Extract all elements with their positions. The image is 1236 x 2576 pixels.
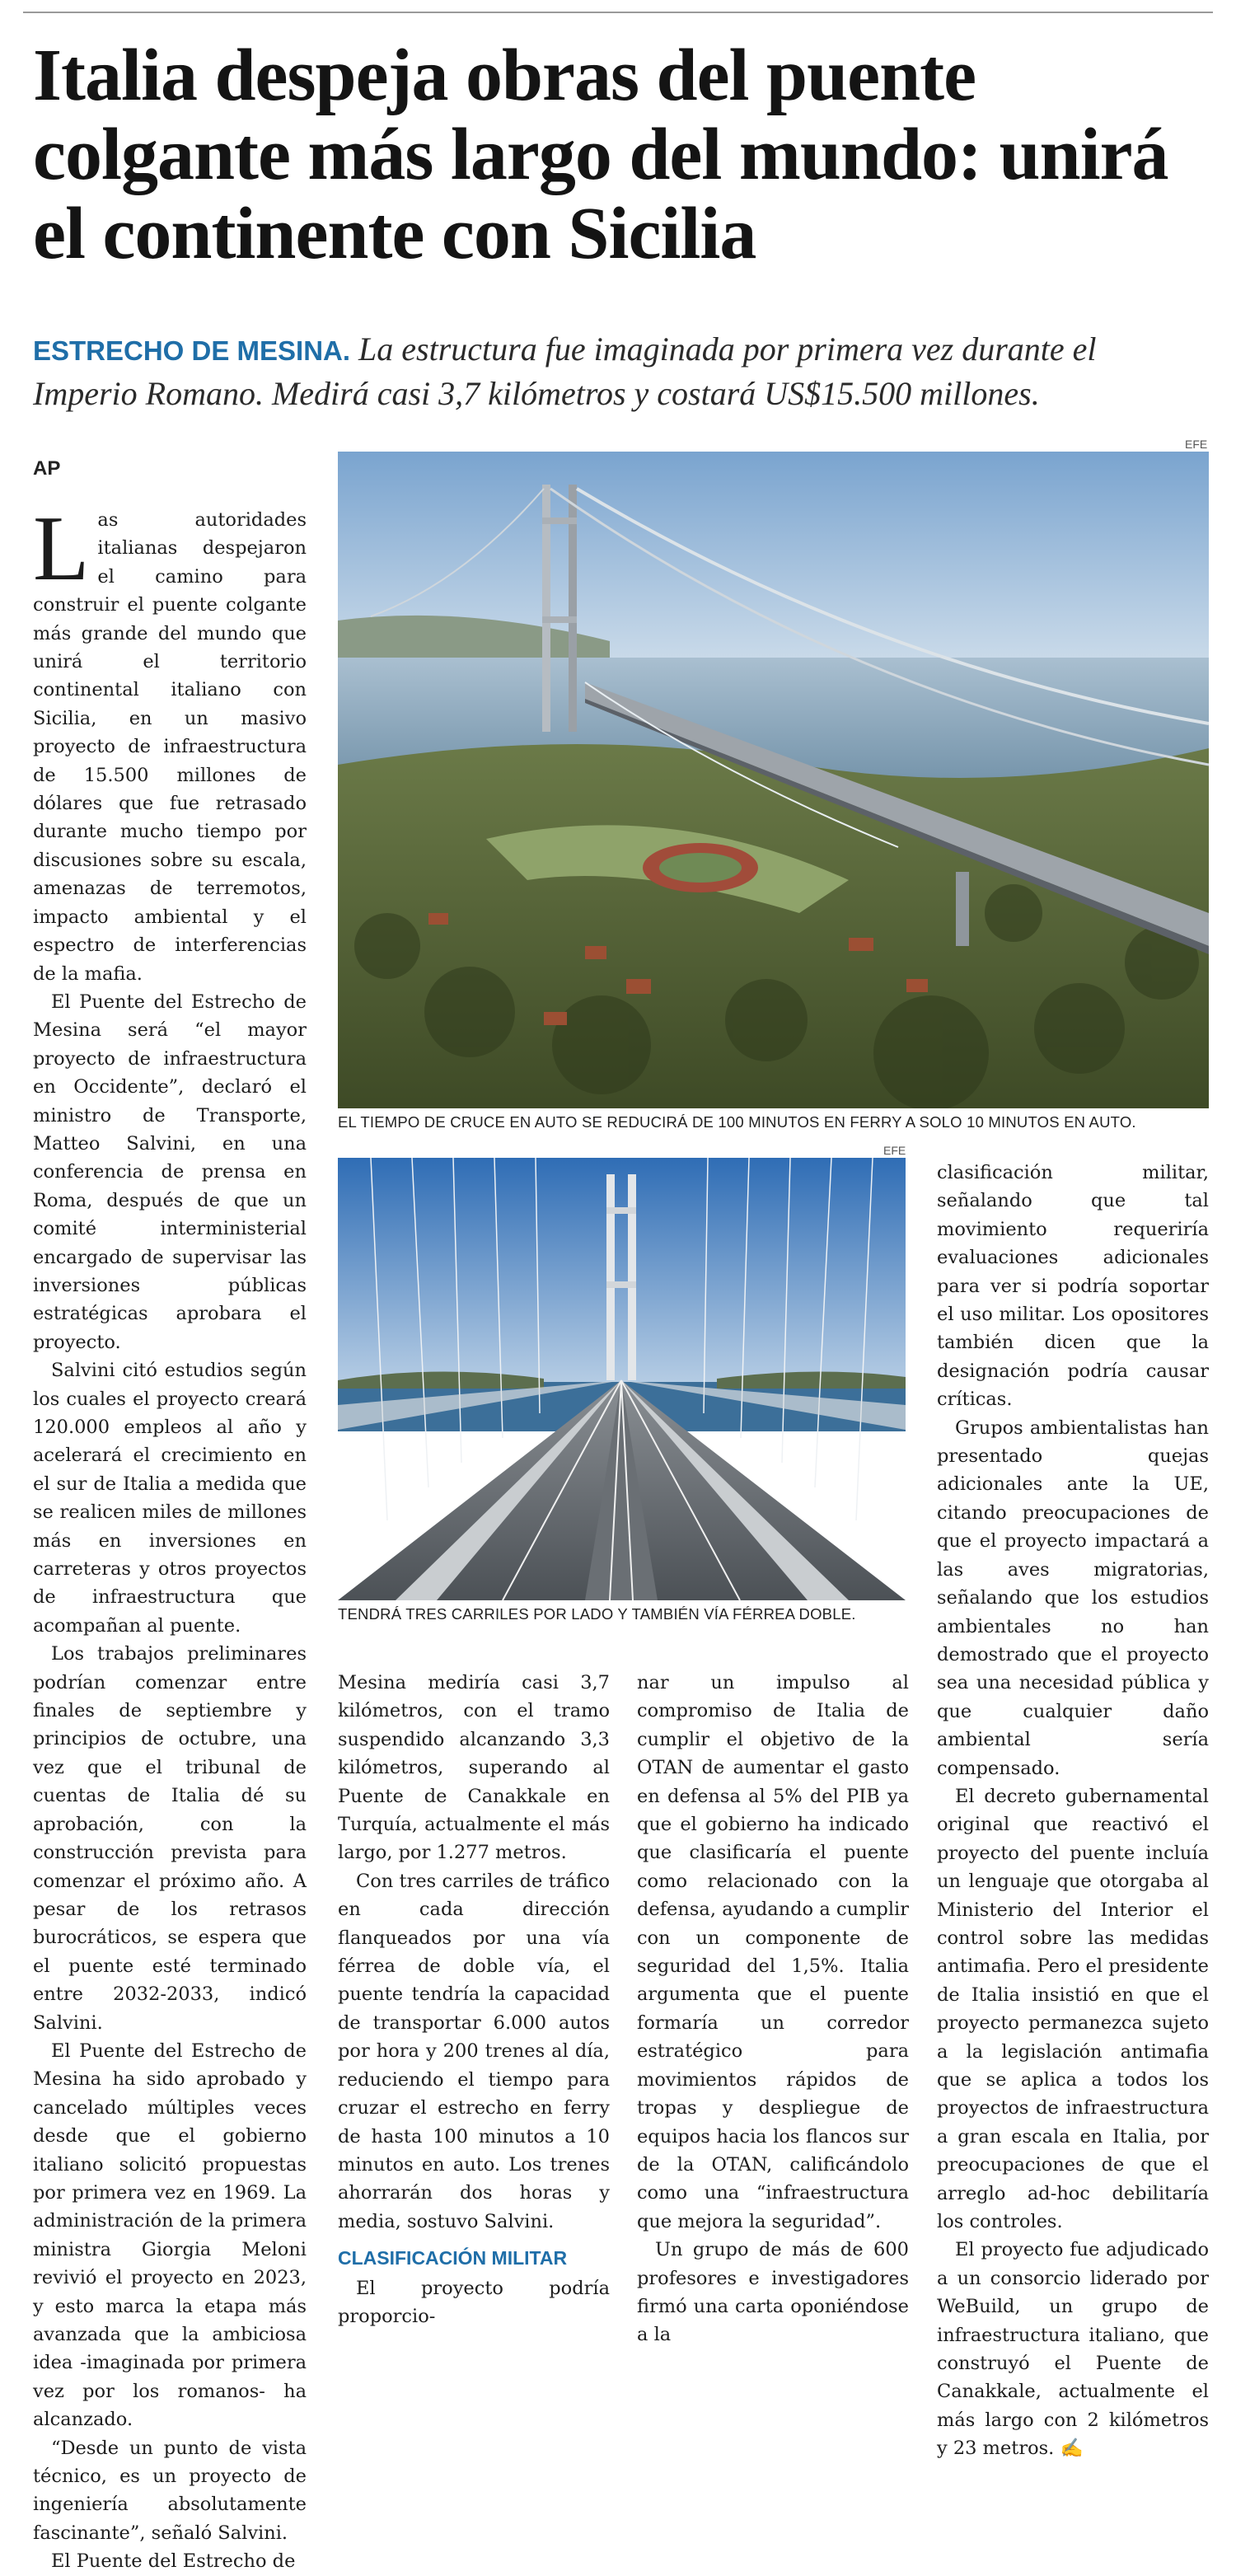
paragraph-1 bbox=[33, 498, 307, 988]
paragraph-11: nar un impulso al compromiso de Italia de cumplir el objetivo de la OTAN de aumentar el gasto en defensa al 5% del PIB ya que el gobierno ha indicado que clasificaría el puente como relacionado con la defensa, ayudando a cumplir con un componente de seguridad del 1,5%. Italia argumenta que el puente formaría un corredor estratégico para movimientos rápidos de tropas y despliegue de equipos hacia los flancos sur de la OTAN, calificándolo como una “infraestructura que mejora la seguridad”. bbox=[637, 1672, 909, 2232]
paragraph-8: Mesina mediría casi 3,7 kilómetros, con el tramo suspendido alcanzando 3,3 kilómetros, superando al Puente de Canakkale en Turquía, actualmente el más largo, por 1.277 metros. bbox=[338, 1672, 610, 1864]
paragraph-10: El proyecto podría proporcio- bbox=[338, 2277, 610, 2327]
body-column-2 bbox=[338, 1669, 610, 2330]
bridge-deck-illustration bbox=[338, 1158, 906, 1600]
body-column-1 bbox=[33, 498, 307, 2576]
kicker: ESTRECHO DE MESINA. bbox=[33, 335, 351, 366]
top-rule bbox=[23, 12, 1213, 13]
paragraph-13: clasificación militar, señalando que tal movimiento requeriría evaluaciones adicionales para ver si podría soportar el uso militar. Los opositores también dicen que la designación podría causar críticas. bbox=[937, 1162, 1209, 1411]
paragraph-3: Salvini citó estudios según los cuales el proyecto creará 120.000 empleos al año y acelerará el crecimiento en el sur de Italia a medida que se realicen miles de millones más en inversiones en carreteras y otros proyectos de infraestructura que acompañan al puente. bbox=[33, 1360, 307, 1637]
photo2-caption: TENDRÁ TRES CARRILES POR LADO Y TAMBIÉN VÍA FÉRREA DOBLE. bbox=[338, 1605, 856, 1623]
drop-cap: L bbox=[33, 498, 90, 600]
paragraph-14: Grupos ambientalistas han presentado quejas adicionales ante la UE, citando preocupaciones de que el proyecto impactará a las aves migratorias, señalando que los estudios ambientales no han demostrado que el proyecto sea una necesidad pública y que cualquier daño ambiental sería compensado. bbox=[937, 1417, 1209, 1779]
paragraph-15: El decreto gubernamental original que reactivó el proyecto del puente incluía un lenguaje que otorgaba al Ministerio del Interior el control sobre las medidas antimafia. Pero el presidente de Italia insistió en que el proyecto permanezca sujeto a la legislación antimafia que se aplica a todos los proyectos de infraestructura a gran escala en Italia, por preocupaciones de que el arreglo ad-hoc debilitaría los controles. bbox=[937, 1785, 1209, 2233]
paragraph-1-text: as autoridades italianas despejaron el camino para construir el puente colgante más grande del mundo que unirá el territorio continental italiano con Sicilia, en un masivo proyecto de infraestructura de 15.500 millones de dólares que fue retrasado durante mucho tiempo por discusiones sobre su escala, amenazas de terremotos, impacto ambiental y el espectro de interferencias de la mafia. bbox=[33, 509, 307, 985]
bridge-deck-photo bbox=[338, 1158, 906, 1600]
paragraph-16-text: El proyecto fue adjudicado a un consorcio liderado por WeBuild, un grupo de infraestructura italiano, que construyó el Puente de Canakkale, actualmente el más largo con 2 kilómetros y 23 metros. bbox=[937, 2239, 1209, 2460]
photo1-credit: EFE bbox=[1185, 438, 1208, 451]
paragraph-12: Un grupo de más de 600 profesores e investigadores firmó una carta oponiéndose a la bbox=[637, 2239, 909, 2346]
paragraph-5: El Puente del Estrecho de Mesina ha sido aprobado y cancelado múltiples veces desde que el gobierno italiano solicitó propuestas por primera vez en 1969. La administración de la primera ministra Giorgia Meloni revivió el proyecto en 2023, y esto marca la etapa más avanzada que la ambiciosa idea -imaginada por primera vez por los romanos- ha alcanzado. bbox=[33, 2040, 307, 2431]
body-column-3 bbox=[637, 1669, 909, 2349]
byline: AP bbox=[33, 457, 61, 480]
deck-text: La estructura fue imaginada por primera vez durante el Imperio Romano. Medirá casi 3,7 kilómetros y costará US$15.500 millones. bbox=[33, 330, 1097, 412]
photo2-credit: EFE bbox=[883, 1144, 906, 1157]
bridge-aerial-illustration bbox=[338, 452, 1209, 1108]
paragraph-4: Los trabajos preliminares podrían comenzar entre finales de septiembre y principios de octubre, una vez que el tribunal de cuentas de Italia dé su aprobación, con la construcción prevista para comenzar el próximo año. A pesar de los retrasos burocráticos, se espera que el puente esté terminado entre 2032-2033, indicó Salvini. bbox=[33, 1643, 307, 2034]
end-mark-icon: ✍ bbox=[1060, 2438, 1084, 2460]
body-column-4 bbox=[937, 1159, 1209, 2463]
photo1-caption: EL TIEMPO DE CRUCE EN AUTO SE REDUCIRÁ DE 100 MINUTOS EN FERRY A SOLO 10 MINUTOS EN AUTO. bbox=[338, 1113, 1136, 1131]
bridge-aerial-photo bbox=[338, 452, 1209, 1108]
paragraph-7: El Puente del Estrecho de bbox=[51, 2550, 296, 2573]
paragraph-6: “Desde un punto de vista técnico, es un proyecto de ingeniería absolutamente fascinante”, señaló Salvini. bbox=[33, 2437, 307, 2544]
paragraph-16 bbox=[937, 2236, 1209, 2462]
paragraph-2: El Puente del Estrecho de Mesina será “el mayor proyecto de infraestructura en Occidente”, declaró el ministro de Transporte, Matteo Salvini, en una conferencia de prensa en Roma, después de que un comité interministerial encargado de supervisar las inversiones públicas estratégicas aprobara el proyecto. bbox=[33, 991, 307, 1353]
headline: Italia despeja obras del puente colgante más largo del mundo: unirá el continente con Sicilia bbox=[33, 35, 1168, 274]
section-subhead: CLASIFICACIÓN MILITAR bbox=[338, 2247, 568, 2269]
paragraph-9: Con tres carriles de tráfico en cada dirección flanqueados por una vía férrea de doble vía, el puente tendría la capacidad de transportar 6.000 autos por hora y 200 trenes al día, reduciendo el tiempo para cruzar el estrecho en ferry de hasta 100 minutos a 10 minutos en auto. Los trenes ahorrarán dos horas y media, sostuvo Salvini. bbox=[338, 1870, 610, 2232]
deck bbox=[33, 328, 1203, 415]
